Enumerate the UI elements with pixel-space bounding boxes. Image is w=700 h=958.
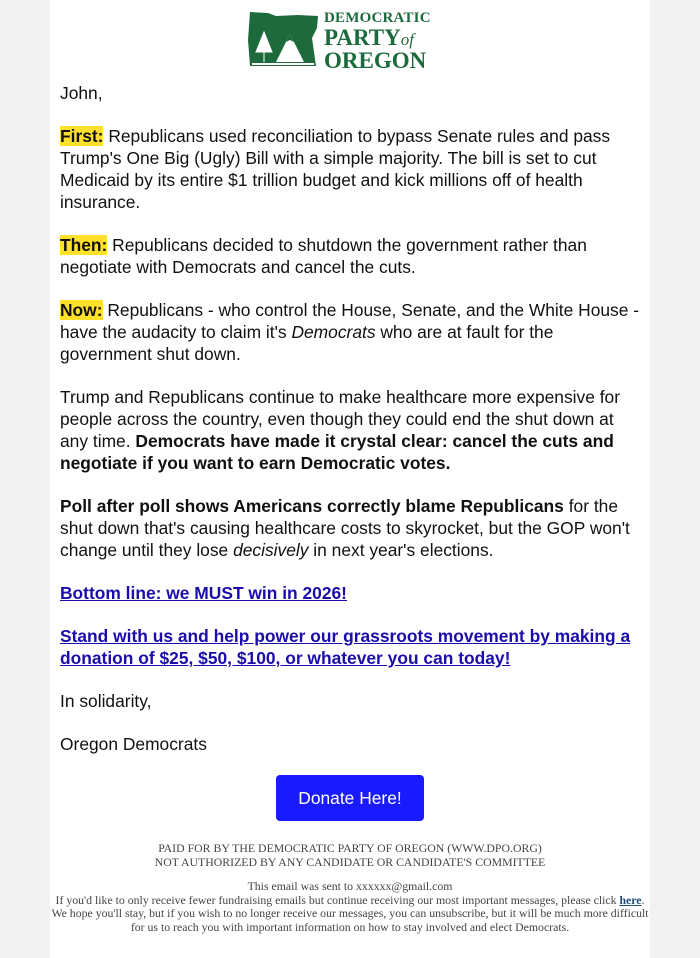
- logo-line-party: PARTYof: [324, 25, 414, 50]
- preferences-text: If you'd like to only receive fewer fundraising emails but continue receiving our most important messages, please click here. We hope you'll stay, but if you wish to no longer receive our messages, you can unsubscribe, but it will be much more difficult for us to reach you with important information on how to stay involved and elect Democrats.: [51, 892, 649, 934]
- logo-line-democratic: DEMOCRATIC: [324, 10, 431, 26]
- paragraph-donate-cta: [60, 625, 642, 669]
- preferences-here-link[interactable]: here: [619, 892, 642, 907]
- bottom-line-link[interactable]: Bottom line: we MUST win in 2026!: [60, 583, 347, 603]
- highlight-now: Now:: [60, 300, 103, 320]
- paragraph-then: Then: Republicans decided to shutdown the government rather than negotiate with Democrats and cancel the cuts.: [60, 235, 587, 277]
- signature: Oregon Democrats: [60, 734, 207, 754]
- donate-button[interactable]: Donate Here!: [276, 775, 424, 821]
- greeting: John,: [60, 83, 103, 103]
- sent-to-text: This email was sent to xxxxxx@gmail.com: [247, 879, 453, 893]
- highlight-then: Then:: [60, 235, 108, 255]
- paragraph-healthcare: Trump and Republicans continue to make healthcare more expensive for people across the country, even though they could end the shut down at any time. Democrats have made it crystal clear: cancel the cuts and negotiate if you want to earn Democratic votes.: [60, 387, 621, 473]
- paragraph-first: First: Republicans used reconciliation to bypass Senate rules and pass Trump's One Big (Ugly) Bill with a simple majority. The bill is set to cut Medicaid by its entire $1 trillion budget and kick millions off of health insurance.: [60, 126, 611, 212]
- email-preferences: [50, 880, 650, 934]
- highlight-first: First:: [60, 126, 104, 146]
- not-authorized-text: NOT AUTHORIZED BY ANY CANDIDATE OR CANDIDATE'S COMMITTEE: [154, 854, 546, 869]
- logo-line-oregon: OREGON: [324, 48, 427, 73]
- disclaimer: [50, 842, 650, 869]
- paragraph-polls: Poll after poll shows Americans correctly blame Republicans for the shut down that's causing healthcare costs to skyrocket, but the GOP won't change until they lose decisively in next year's elections.: [60, 496, 630, 560]
- paragraph-bottom-line: [60, 582, 642, 604]
- paragraph-now: Now: Republicans - who control the House, Senate, and the White House - have the audacity to claim it's Democrats who are at fault for the government shut down.: [60, 300, 640, 364]
- email-card: [50, 0, 650, 958]
- dpo-logo[interactable]: [246, 8, 456, 73]
- paid-for-text: PAID FOR BY THE DEMOCRATIC PARTY OF OREGON (WWW.DPO.ORG): [158, 841, 542, 855]
- donation-link[interactable]: Stand with us and help power our grassroots movement by making a donation of $25, $50, $100, or whatever you can today!: [60, 626, 631, 668]
- oregon-state-icon: [246, 10, 322, 68]
- signoff: In solidarity,: [60, 691, 152, 711]
- email-body: [60, 82, 642, 776]
